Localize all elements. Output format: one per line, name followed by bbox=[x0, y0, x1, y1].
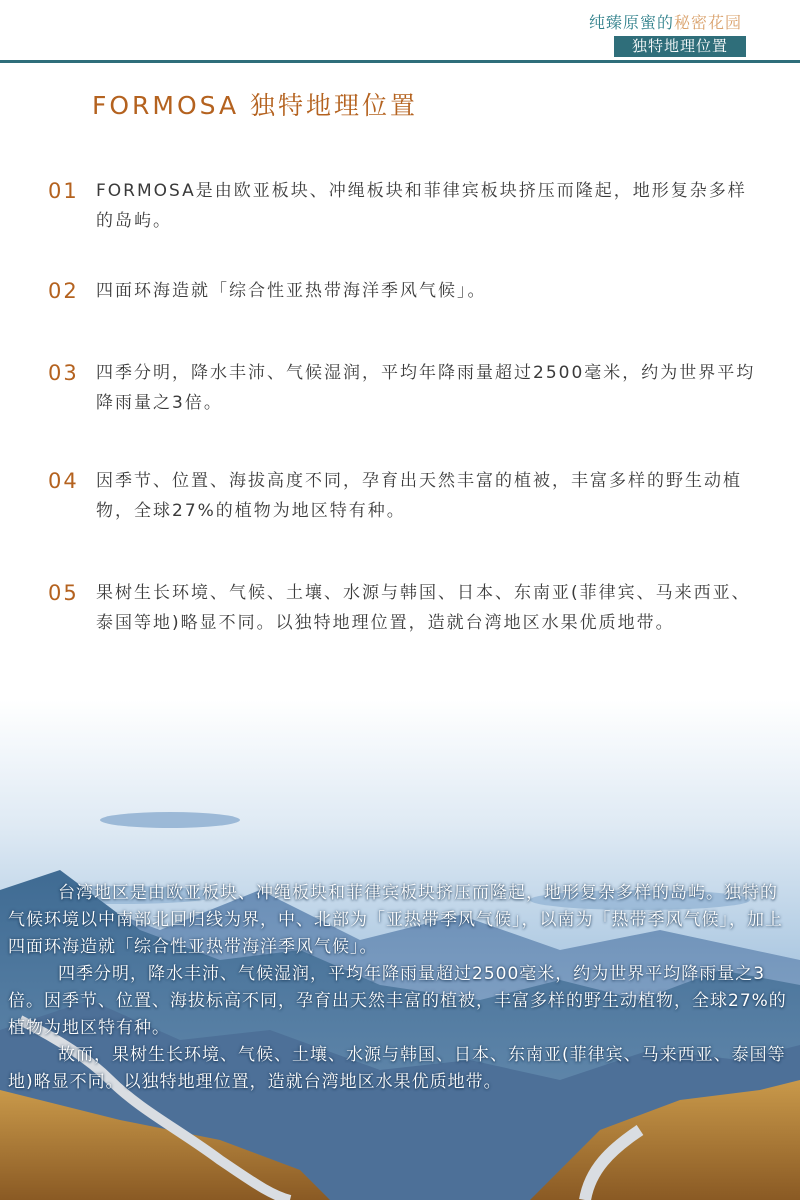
brand-slogan bbox=[589, 10, 742, 33]
point-item bbox=[48, 578, 768, 638]
point-item bbox=[48, 358, 768, 418]
point-number: 02 bbox=[48, 279, 79, 303]
point-item bbox=[48, 276, 768, 306]
brand-slogan-part2: 秘密花园 bbox=[673, 13, 742, 32]
point-number: 03 bbox=[48, 361, 79, 385]
summary-paragraph: 四季分明，降水丰沛、气候湿润，平均年降雨量超过2500毫米，约为世界平均降雨量之3倍。因季节、位置、海拔标高不同，孕育出天然丰富的植被，丰富多样的野生动植物，全球27%的植物为地区特有种。 bbox=[8, 964, 787, 1038]
point-text: 果树生长环境、气候、土壤、水源与韩国、日本、东南亚(菲律宾、马来西亚、泰国等地)略显不同。以独特地理位置，造就台湾地区水果优质地带。 bbox=[96, 583, 751, 633]
brand-slogan-part1: 纯臻原蜜的 bbox=[588, 13, 674, 32]
point-text: FORMOSA是由欧亚板块、冲绳板块和菲律宾板块挤压而隆起，地形复杂多样的岛屿。 bbox=[96, 181, 747, 231]
summary-paragraph: 台湾地区是由欧亚板块、冲绳板块和菲律宾板块挤压而隆起，地形复杂多样的岛屿。独特的气候环境以中南部北回归线为界，中、北部为「亚热带季风气候」，以南为「热带季风气候」，加上四面环海造就「综合性亚热带海洋季风气候」。 bbox=[8, 883, 783, 957]
point-item bbox=[48, 466, 768, 526]
point-item bbox=[48, 176, 768, 236]
point-text: 四季分明，降水丰沛、气候湿润，平均年降雨量超过2500毫米，约为世界平均降雨量之3倍。 bbox=[96, 363, 756, 413]
point-text: 因季节、位置、海拔高度不同，孕育出天然丰富的植被，丰富多样的野生动植物，全球27%的植物为地区特有种。 bbox=[96, 471, 742, 521]
page-title: FORMOSA 独特地理位置 bbox=[92, 91, 419, 120]
section-tab: 独特地理位置 bbox=[614, 36, 746, 57]
point-number: 04 bbox=[48, 469, 79, 493]
point-number: 01 bbox=[48, 179, 79, 203]
point-number: 05 bbox=[48, 581, 79, 605]
summary-text-block bbox=[8, 880, 792, 1096]
summary-paragraph: 故而，果树生长环境、气候、土壤、水源与韩国、日本、东南亚(菲律宾、马来西亚、泰国等地)略显不同。以独特地理位置，造就台湾地区水果优质地带。 bbox=[8, 1045, 786, 1092]
header-divider bbox=[0, 60, 800, 63]
point-text: 四面环海造就「综合性亚热带海洋季风气候」。 bbox=[96, 281, 487, 301]
